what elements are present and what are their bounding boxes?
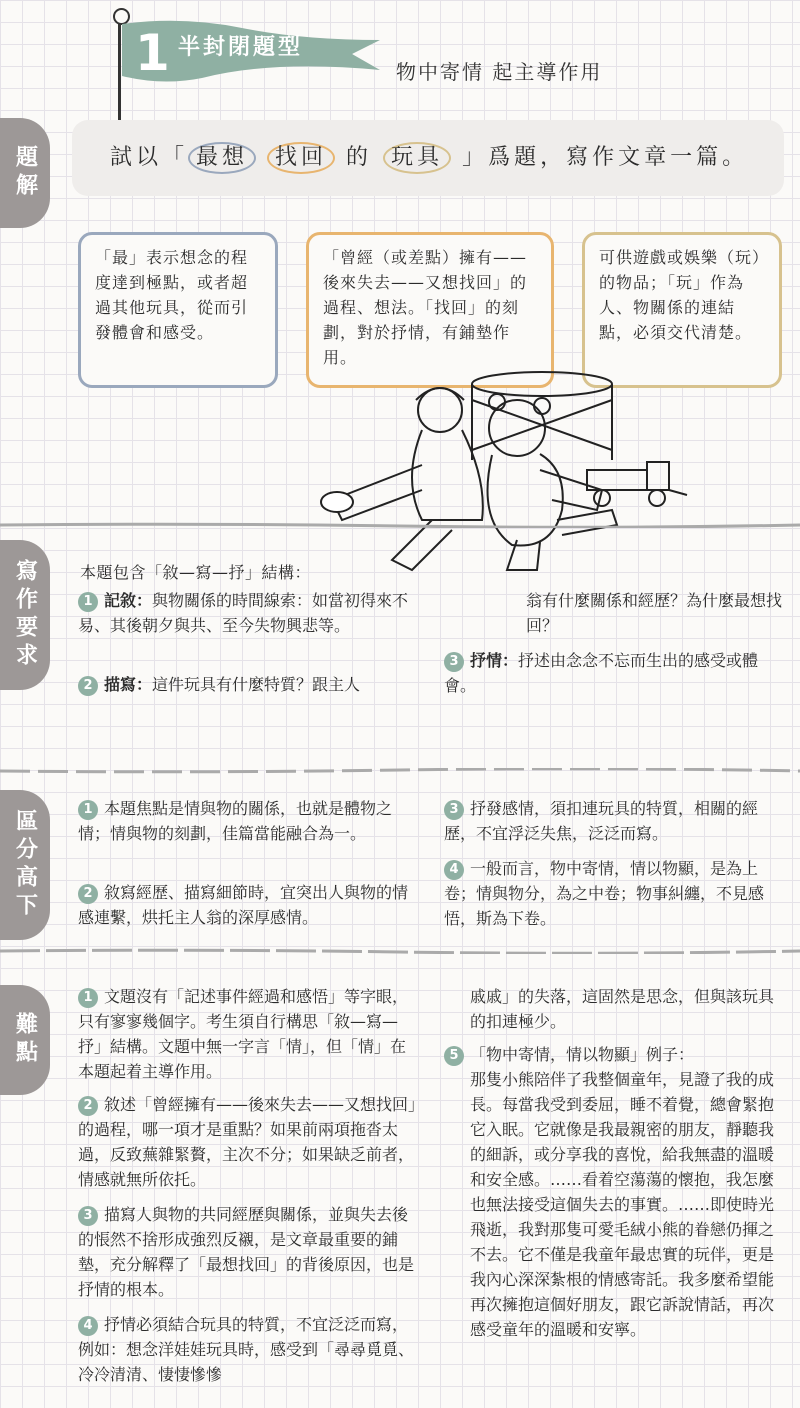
keyword-most: 最想 xyxy=(188,142,256,174)
diff-text-2: 敘述「曾經擁有——後來失去——又想找回」的過程，哪一項才是重點？如果前兩項拖沓太過，反致蕪雜緊贅，主次不分；如果缺乏前者，情感就無所依托。 xyxy=(78,1095,417,1189)
section-divider xyxy=(0,768,800,774)
diff-example-text: 那隻小熊陪伴了我整個童年，見證了我的成長。每當我受到委屈，睡不着覺，總會緊抱它入眠。它就像是我最親密的朋友，靜聽我的細訴，或分享我的喜悅，給我無盡的溫暖和安全感。……看着空蕩蕩的懷抱，我怎麼也無法接受這個失去的事實。……即使時光飛逝，我對那隻可愛毛絨小熊的眷戀仍揮之不去。它不僅是我童年最忠實的玩伴，更是我內心深深紮根的情感寄託。我多麼希望能再次擁抱這個好朋友，跟它訴說情話，再次感受童年的溫暖和安寧。 xyxy=(470,1070,775,1339)
num-2-icon: 2 xyxy=(78,676,98,696)
req-text-describe: 這件玩具有什麼特質？跟主人 xyxy=(152,675,361,694)
num-3-icon: 3 xyxy=(444,800,464,820)
req-item-lyric xyxy=(444,648,790,698)
req-text-lyric: 抒述由念念不忘而生出的感受或體會。 xyxy=(444,651,759,695)
num-4-icon: 4 xyxy=(444,860,464,880)
diff-text-1: 文題沒有「記述事件經過和感悟」等字眼，只有寥寥幾個字。考生須自行構思「敘—寫—抒」結構。文題中無一字言「情」，但「情」在本題起着主導作用。 xyxy=(78,987,409,1081)
grade-item-2 xyxy=(78,880,420,930)
keyword-retrieve: 找回 xyxy=(267,142,335,174)
diff-text-3: 描寫人與物的共同經歷與關係，並與失去後的悵然不捨形成強烈反襯，是文章最重要的鋪墊，充分解釋了「最想找回」的背後原因，也是抒情的根本。 xyxy=(78,1205,415,1299)
prompt-post: 」爲題，寫作文章一篇。 xyxy=(462,145,749,170)
req-text-narrate: 與物關係的時間線索：如當初得來不易、其後朝夕與共、至今失物興悲等。 xyxy=(78,591,409,635)
grade-text-4: 一般而言，物中寄情，情以物顯，是為上卷；情與物分，為之中卷；物事糾纏，不見感悟，斯為下卷。 xyxy=(444,859,765,928)
num-1-icon: 1 xyxy=(78,988,98,1008)
req-label-lyric: 抒情： xyxy=(470,651,519,670)
diff-text-4: 抒情必須結合玩具的特質，不宜泛泛而寫，例如：想念洋娃娃玩具時，感受到「尋尋覓覓、冷冷清清、悽悽慘慘 xyxy=(78,1315,415,1384)
grade-item-1 xyxy=(78,796,420,846)
note-box-toy: 可供遊戲或娛樂（玩）的物品；「玩」作為人、物關係的連結點，必須交代清楚。 xyxy=(582,232,782,388)
prompt-text xyxy=(110,140,748,174)
req-label-describe: 描寫： xyxy=(104,675,153,694)
diff-item-1 xyxy=(78,984,420,1084)
req-item-describe xyxy=(78,672,418,697)
grade-text-2: 敘寫經歷、描寫細節時，宜突出人與物的情感連繫，烘托主人翁的深厚感情。 xyxy=(78,883,409,927)
req-item-narrate xyxy=(78,588,418,638)
num-3-icon: 3 xyxy=(78,1206,98,1226)
num-1-icon: 1 xyxy=(78,800,98,820)
req-label-narrate: 記敘： xyxy=(104,591,153,610)
diff-item-3 xyxy=(78,1202,420,1302)
flag-label: 半封閉題型 xyxy=(178,35,304,60)
grade-text-3: 抒發感情，須扣連玩具的特質，相關的經歷，不宜浮泛失焦，泛泛而寫。 xyxy=(444,799,759,843)
flag-pole xyxy=(118,12,121,132)
num-1-icon: 1 xyxy=(78,592,98,612)
diff-item-2 xyxy=(78,1092,420,1192)
num-4-icon: 4 xyxy=(78,1316,98,1336)
req-intro: 本題包含「敘—寫—抒」結構： xyxy=(80,563,312,582)
diff-item-5 xyxy=(444,1042,788,1342)
section-divider xyxy=(0,948,800,954)
diff-item-4 xyxy=(78,1312,420,1387)
note-box-most: 「最」表示想念的程度達到極點，或者超過其他玩具，從而引發體會和感受。 xyxy=(78,232,278,388)
section-divider xyxy=(0,522,800,528)
num-3-icon: 3 xyxy=(444,652,464,672)
diff-item-4-continued: 戚戚」的失落，這固然是思念，但與該玩具的扣連極少。 xyxy=(470,987,775,1031)
tab-grading: 區分高下 xyxy=(0,790,50,940)
grade-text-1: 本題焦點是情與物的關係，也就是體物之情；情與物的刻劃，佳篇當能融合為一。 xyxy=(78,799,393,843)
grade-item-3 xyxy=(444,796,788,846)
num-2-icon: 2 xyxy=(78,1096,98,1116)
tab-topic-explanation: 題解 xyxy=(0,118,50,228)
tab-writing-requirements: 寫作要求 xyxy=(0,540,50,690)
req-describe-continued: 翁有什麼關係和經歷？為什麼最想找回？ xyxy=(526,591,783,635)
note-box-retrieve: 「曾經（或差點）擁有——後來失去——又想找回」的過程、想法。「找回」的刻劃，對於抒情，有鋪墊作用。 xyxy=(306,232,554,388)
tab-difficulties: 難點 xyxy=(0,985,50,1095)
page-subtitle: 物中寄情 起主導作用 xyxy=(396,60,603,84)
prompt-mid: 的 xyxy=(346,145,373,170)
flag-number: 1 xyxy=(135,24,170,82)
prompt-pre: 試以「 xyxy=(110,145,189,170)
num-2-icon: 2 xyxy=(78,884,98,904)
keyword-toy: 玩具 xyxy=(383,142,451,174)
num-5-icon: 5 xyxy=(444,1046,464,1066)
diff-title-5: 「物中寄情，情以物顯」例子： xyxy=(470,1045,695,1064)
toys-illustration xyxy=(312,370,692,580)
grade-item-4 xyxy=(444,856,788,931)
